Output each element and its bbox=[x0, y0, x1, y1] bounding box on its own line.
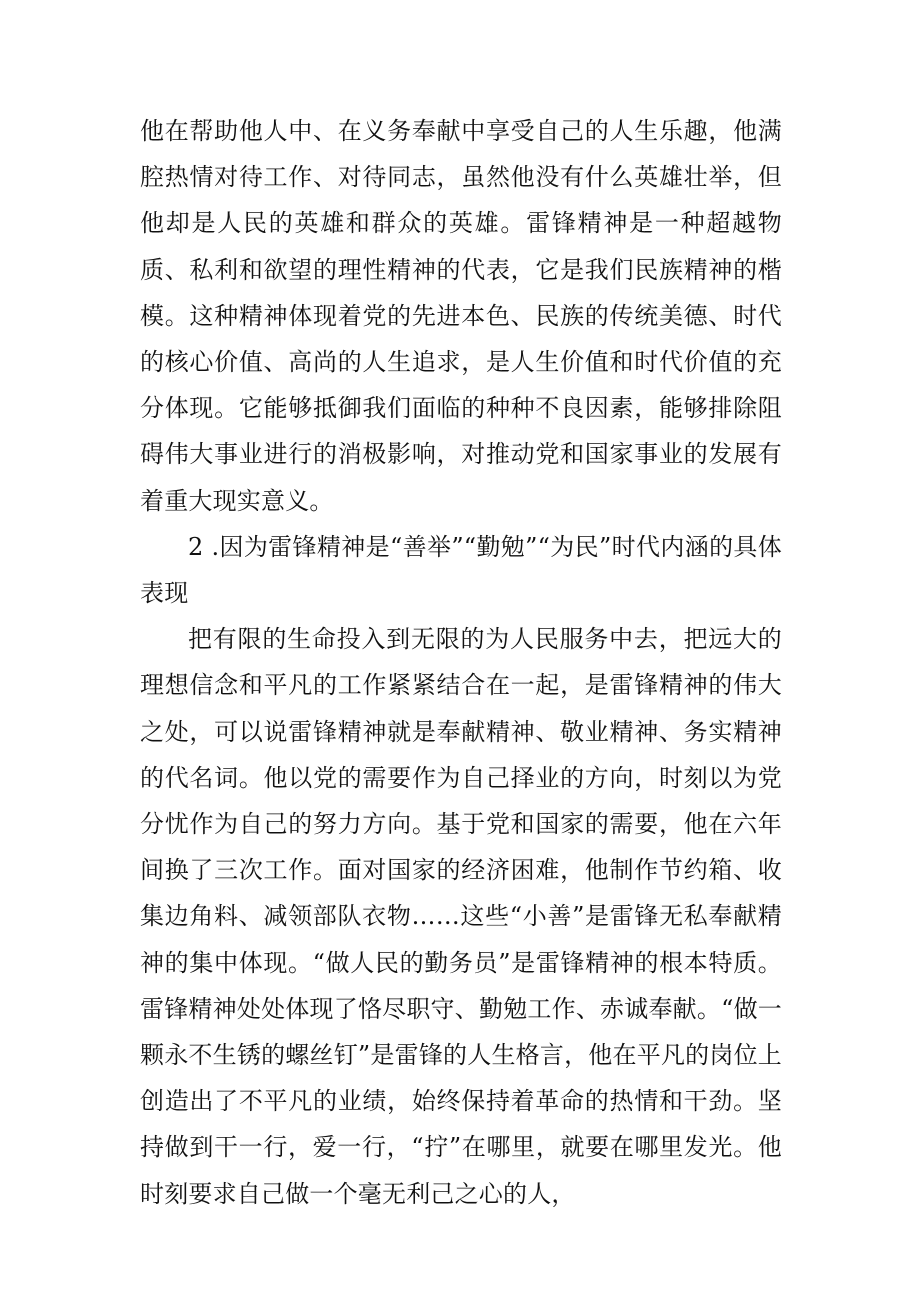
document-body bbox=[140, 108, 782, 1217]
paragraph-continuation: 他在帮助他人中、在义务奉献中享受自己的人生乐趣，他满腔热情对待工作、对待同志，虽然他没有什么英雄壮举，但他却是人民的英雄和群众的英雄。雷锋精神是一种超越物质、私利和欲望的理性精神的代表，它是我们民族精神的楷模。这种精神体现着党的先进本色、民族的传统美德、时代的核心价值、高尚的人生追求，是人生价值和时代价值的充分体现。它能够抵御我们面临的种种不良因素，能够排除阻碍伟大事业进行的消极影响，对推动党和国家事业的发展有着重大现实意义。 bbox=[140, 117, 782, 515]
section-heading: 2 .因为雷锋精神是“善举”“勤勉”“为民”时代内涵的具体表现 bbox=[140, 532, 782, 608]
paragraph-body: 把有限的生命投入到无限的为人民服务中去，把远大的理想信念和平凡的工作紧紧结合在一起，是雷锋精神的伟大之处，可以说雷锋精神就是奉献精神、敬业精神、务实精神的代名词。他以党的需要作为自己择业的方向，时刻以为党分忧作为自己的努力方向。基于党和国家的需要，他在六年间换了三次工作。面对国家的经济困难，他制作节约箱、收集边角料、减领部队衣物……这些“小善”是雷锋无私奉献精神的集中体现。“做人民的勤务员”是雷锋精神的根本特质。雷锋精神处处体现了恪尽职守、勤勉工作、赤诚奉献。“做一颗永不生锈的螺丝钉”是雷锋的人生格言，他在平凡的岗位上创造出了不平凡的业绩，始终保持着革命的热情和干劲。坚持做到干一行，爱一行，“拧”在哪里，就要在哪里发光。他时刻要求自己做一个毫无利己之心的人， bbox=[140, 625, 782, 1208]
